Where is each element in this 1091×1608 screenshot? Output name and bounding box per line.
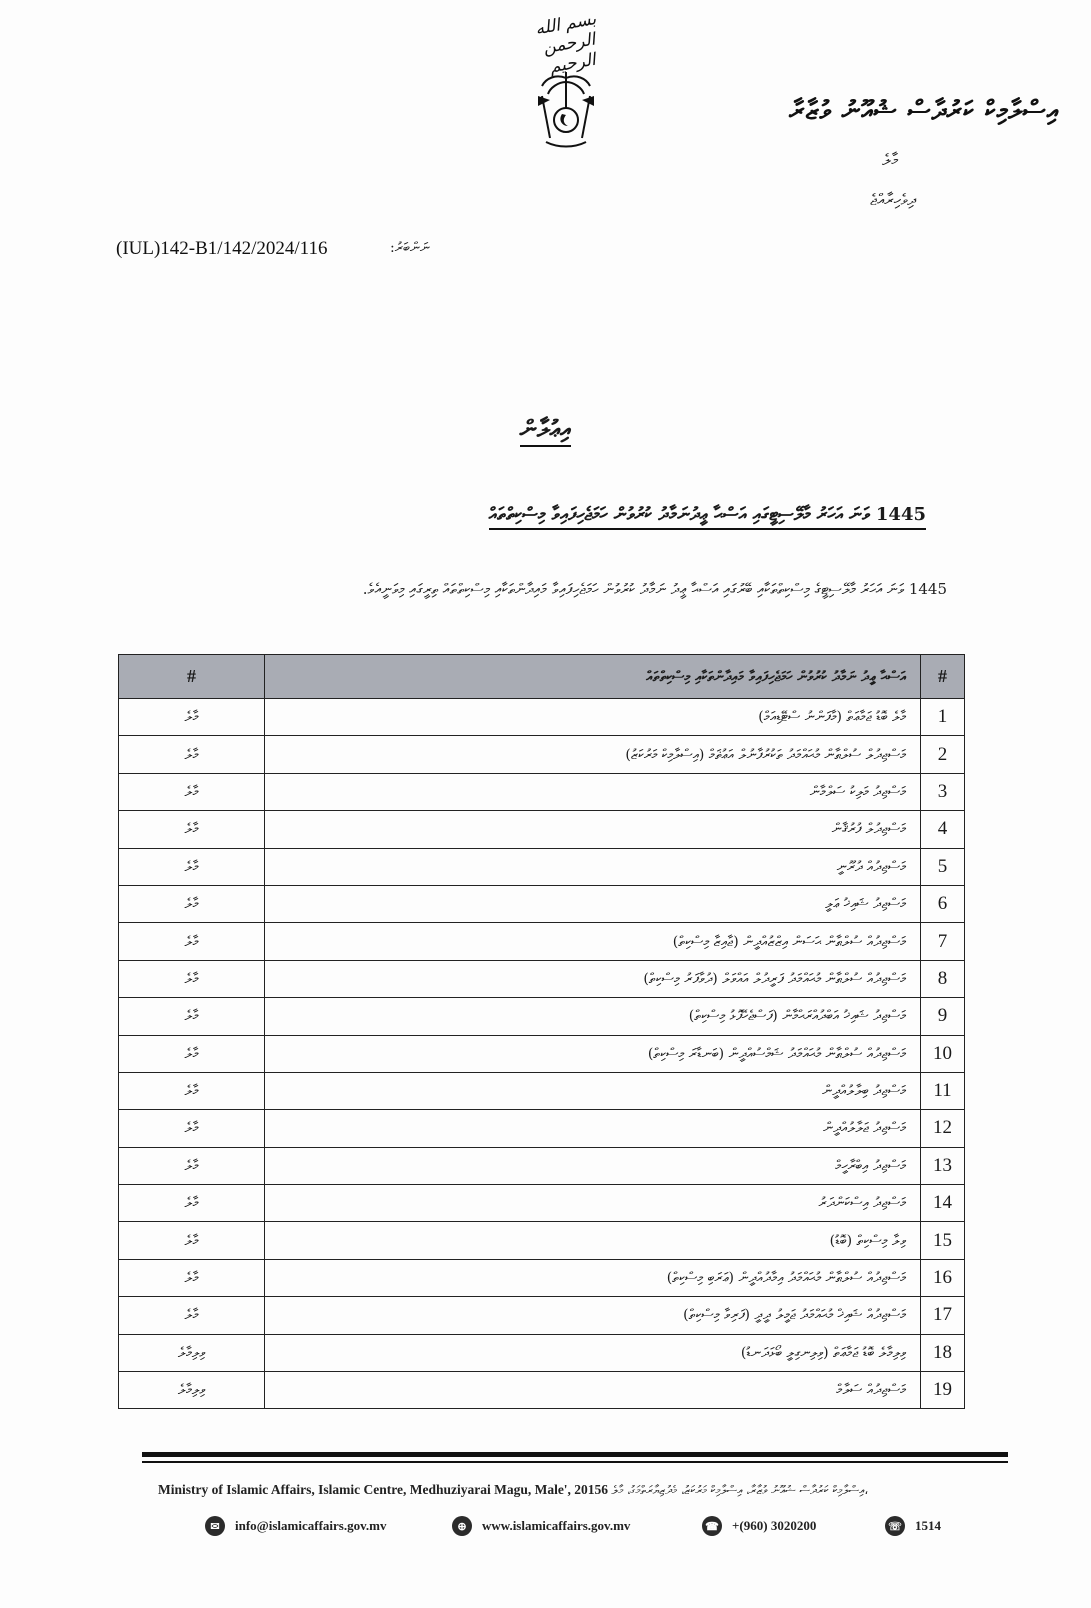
announcement-title: އިޢުލާން — [520, 414, 572, 447]
state-emblem-icon — [528, 68, 604, 152]
row-mosque-name: ވިލާ މިސްކިތް (ބޮޑު) — [265, 1222, 921, 1259]
row-location: ވިލިމާލެ — [119, 1334, 265, 1371]
row-number: 15 — [921, 1222, 965, 1259]
row-location: މާލެ — [119, 811, 265, 848]
row-mosque-name: މަސްޖިދު ޝައިޚު އަބްދުއްރަޙްމާން (ފަސްޖެހޭފޮޅު މިސްކިތް) — [265, 998, 921, 1035]
table-row — [119, 885, 965, 922]
announcement-title-block — [0, 414, 1091, 447]
table-row — [119, 1334, 965, 1371]
row-mosque-name: މާލެ ބޮޑު ޖަމާޢަތް (މާފަންނު ސްޓޭޑިއަމް) — [265, 699, 921, 736]
table-row — [119, 811, 965, 848]
header-index: # — [921, 655, 965, 699]
row-location: މާލެ — [119, 1072, 265, 1109]
row-number: 11 — [921, 1072, 965, 1109]
row-mosque-name: މަސްޖިދުއް ސުލްޠާން މުޙައްމަދު ފަރީދުލް އައްވަލް (ދުވާފަރު މިސްކިތް) — [265, 960, 921, 997]
row-number: 1 — [921, 699, 965, 736]
table-row — [119, 1147, 965, 1184]
row-location: މާލެ — [119, 848, 265, 885]
row-number: 19 — [921, 1372, 965, 1409]
row-number: 6 — [921, 885, 965, 922]
hotline-text: 1514 — [915, 1518, 941, 1533]
row-mosque-name: މަސްޖިދުލް ސުލްޠާން މުޙައްމަދު ތަކުރުފާނުލް އަޢުޡަމް (އިސްލާމިކް މަރުކަޒު) — [265, 736, 921, 773]
table-row — [119, 1259, 965, 1296]
table-row — [119, 1185, 965, 1222]
row-number: 8 — [921, 960, 965, 997]
table-header-row — [119, 655, 965, 699]
row-mosque-name: މަސްޖިދު އިބްރާހީމް — [265, 1147, 921, 1184]
row-number: 14 — [921, 1185, 965, 1222]
mosque-schedule-table — [118, 654, 965, 1409]
table-row — [119, 1297, 965, 1334]
hotline-icon: ☏ — [885, 1516, 905, 1536]
row-location: މާލެ — [119, 885, 265, 922]
row-mosque-name: ވިލިމާލެ ބޮޑު ޖަމާޢަތް (ވިލިނގިލީ ބޯޅަދަނޑު) — [265, 1334, 921, 1371]
row-location: ވިލިމާލެ — [119, 1372, 265, 1409]
row-location: މާލެ — [119, 773, 265, 810]
phone-text: +(960) 3020200 — [732, 1518, 817, 1533]
table-row — [119, 998, 965, 1035]
table-row — [119, 1110, 965, 1147]
table-row — [119, 1372, 965, 1409]
table-row — [119, 699, 965, 736]
row-mosque-name: މަސްޖިދު މަލިކު ސަލްމާން — [265, 773, 921, 810]
table-row — [119, 960, 965, 997]
city-name: މާލެ — [882, 150, 898, 169]
row-number: 2 — [921, 736, 965, 773]
footer-divider-thin — [142, 1461, 1008, 1463]
row-mosque-name: މަސްޖިދުއް ސުލްޠާން މުޙައްމަދު ޝަމްސުއްދީން (ބަނޑާރަ މިސްކިތް) — [265, 1035, 921, 1072]
contact-email[interactable] — [205, 1516, 386, 1536]
announcement-body: 1445 ވަނަ އަހަރު މާލޭސިޓީގެ މިސްކިތްތަކާއި ބޭރުގައި އަސްޙާ ޢީދު ނަމާދު ކުރުވުން ހަމަޖެހިފައިވާ މައިދާންތަކާއި މިސްކިތްތައް ތިރީގައި މިވަނީއެވެ. — [362, 580, 947, 598]
row-number: 18 — [921, 1334, 965, 1371]
table-row — [119, 773, 965, 810]
row-mosque-name: މަސްޖިދުއް ޝައިޚް މުޙައްމަދު ޖަމީލު ދީދީ (ފަރިވާ މިސްކިތް) — [265, 1297, 921, 1334]
row-location: މާލެ — [119, 1222, 265, 1259]
row-location: މާލެ — [119, 1035, 265, 1072]
row-location: މާލެ — [119, 1147, 265, 1184]
row-location: މާލެ — [119, 923, 265, 960]
ministry-name: އިސްލާމިކް ކަރުދާސް ޝުއޫނު ވުޒާރާ — [789, 96, 1059, 126]
website-text: www.islamicaffairs.gov.mv — [482, 1518, 631, 1533]
table-row — [119, 736, 965, 773]
row-number: 13 — [921, 1147, 965, 1184]
contact-phone[interactable] — [702, 1516, 816, 1536]
row-number: 16 — [921, 1259, 965, 1296]
row-mosque-name: މަސްޖިދުއް ދުރޫނީ — [265, 848, 921, 885]
header-name: އަސްޙާ ޢީދު ނަމާދު ކުރުވުން ހަމަޖެހިފައިވާ މައިދާންތަކާއި މިސްކިތްތައް — [265, 655, 921, 699]
row-location: މާލެ — [119, 736, 265, 773]
table-row — [119, 1035, 965, 1072]
reference-number: (IUL)142-B1/142/2024/116 — [116, 238, 328, 259]
footer-address — [158, 1482, 1018, 1498]
contact-website[interactable] — [452, 1516, 630, 1536]
row-mosque-name: މަސްޖިދު ބިލާލުއްދީން — [265, 1072, 921, 1109]
footer-address-dv: އިސްލާމިކް ކަރުދާސް ޝުއޫނު ވުޒާރާ، އިސްލާމިކް މަރުކަޒު، މެދުޒިޔާރަތްމަގު، މާލެ، — [611, 1483, 869, 1497]
footer-address-en: Ministry of Islamic Affairs, Islamic Centre, Medhuziyarai Magu, Male', 20156 — [158, 1482, 609, 1497]
announcement-subject: 1445 ވަނަ އަހަރު މާލޭސިޓީގައި އަސްޙާ ޢީދުނަމާދު ކުރުވުން ހަމަޖެހިފައިވާ މިސްކިތްތައް — [489, 504, 926, 530]
reference-label: ނަންބަރު: — [390, 240, 430, 256]
row-mosque-name: މަސްޖިދުއް ސުލްޠާން ޙަސަން އިޒްޒުއްދީން (ޖާއިޒާ މިސްކިތް) — [265, 923, 921, 960]
bismillah-calligraphy: بسم الله الرحمن الرحيم — [533, 9, 598, 78]
table-row — [119, 923, 965, 960]
row-mosque-name: މަސްޖިދު ޝައިޚު ޢަލީ — [265, 885, 921, 922]
row-mosque-name: މަސްޖިދު އިސްކަންދަރު — [265, 1185, 921, 1222]
header-location: # — [119, 655, 265, 699]
row-location: މާލެ — [119, 1297, 265, 1334]
row-number: 3 — [921, 773, 965, 810]
row-number: 7 — [921, 923, 965, 960]
row-mosque-name: މަސްޖިދުއް ސުލްޠާން މުޙައްމަދު އިމާދުއްދީން (ޢަރަބި މިސްކިތް) — [265, 1259, 921, 1296]
footer-divider — [142, 1452, 1008, 1457]
row-number: 5 — [921, 848, 965, 885]
row-number: 17 — [921, 1297, 965, 1334]
email-icon: ✉ — [205, 1516, 225, 1536]
table-body — [119, 699, 965, 1409]
phone-icon: ☎ — [702, 1516, 722, 1536]
row-location: މާލެ — [119, 1110, 265, 1147]
row-mosque-name: މަސްޖިދުލް ފުރުޤާން — [265, 811, 921, 848]
row-location: މާލެ — [119, 960, 265, 997]
row-number: 10 — [921, 1035, 965, 1072]
row-location: މާލެ — [119, 1259, 265, 1296]
row-location: މާލެ — [119, 1185, 265, 1222]
email-text: info@islamicaffairs.gov.mv — [235, 1518, 387, 1533]
row-number: 12 — [921, 1110, 965, 1147]
row-mosque-name: މަސްޖިދު ޖަލާލުއްދީން — [265, 1110, 921, 1147]
row-mosque-name: މަސްޖިދުއް ސަލާމް — [265, 1372, 921, 1409]
table-row — [119, 848, 965, 885]
row-location: މާލެ — [119, 699, 265, 736]
country-name: ދިވެހިރާއްޖެ — [870, 190, 916, 209]
table-row — [119, 1072, 965, 1109]
contact-hotline[interactable] — [885, 1516, 941, 1536]
globe-icon: ⊕ — [452, 1516, 472, 1536]
row-number: 9 — [921, 998, 965, 1035]
table-row — [119, 1222, 965, 1259]
row-location: މާލެ — [119, 998, 265, 1035]
row-number: 4 — [921, 811, 965, 848]
